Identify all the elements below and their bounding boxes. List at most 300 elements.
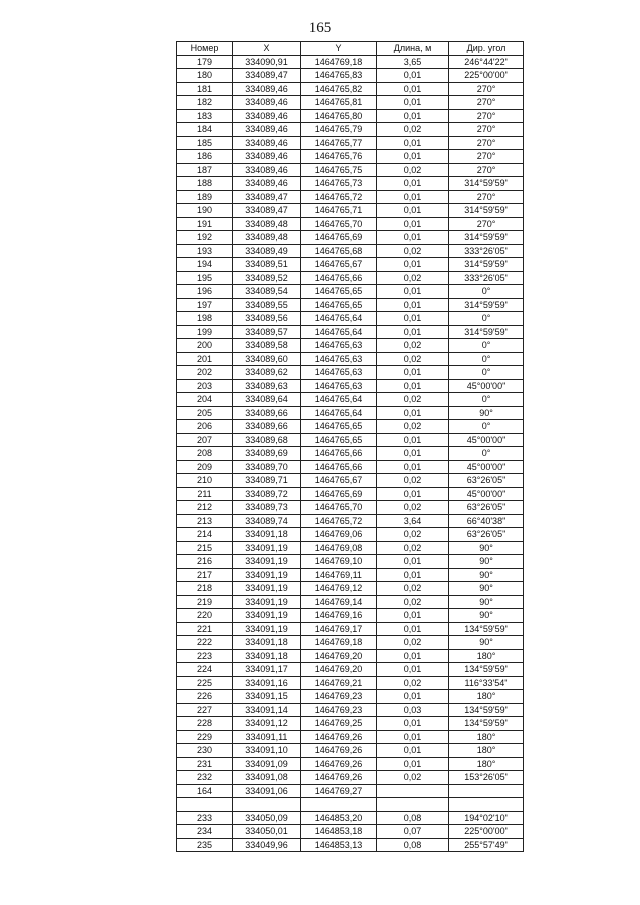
cell-x: 334089,64 — [233, 393, 301, 407]
cell-direction-angle: 333°26'05" — [449, 244, 524, 258]
cell-length: 0,02 — [377, 582, 449, 596]
cell-length: 0,02 — [377, 541, 449, 555]
cell-direction-angle: 270° — [449, 82, 524, 96]
table-row — [177, 811, 524, 825]
cell-number: 201 — [177, 352, 233, 366]
table-row — [177, 339, 524, 353]
cell-direction-angle: 153°26'05" — [449, 771, 524, 785]
cell-number: 219 — [177, 595, 233, 609]
cell-direction-angle: 134°59'59" — [449, 703, 524, 717]
cell-x: 334089,46 — [233, 109, 301, 123]
cell-x: 334089,57 — [233, 325, 301, 339]
cell-length: 0,01 — [377, 609, 449, 623]
table-row — [177, 649, 524, 663]
table-row — [177, 757, 524, 771]
table-row — [177, 460, 524, 474]
cell-direction-angle: 90° — [449, 636, 524, 650]
cell-y: 1464765,64 — [301, 325, 377, 339]
cell-x: 334089,46 — [233, 177, 301, 191]
cell-number: 217 — [177, 568, 233, 582]
cell-x: 334089,48 — [233, 231, 301, 245]
cell-direction-angle: 45°00'00" — [449, 487, 524, 501]
cell-direction-angle: 194°02'10" — [449, 811, 524, 825]
cell-y: 1464769,17 — [301, 622, 377, 636]
cell-direction-angle: 45°00'00" — [449, 460, 524, 474]
cell-length: 0,01 — [377, 379, 449, 393]
header-direction-angle: Дир. угол — [449, 42, 524, 56]
cell-number: 224 — [177, 663, 233, 677]
cell-x: 334091,17 — [233, 663, 301, 677]
cell-direction-angle: 0° — [449, 447, 524, 461]
cell-x: 334091,19 — [233, 595, 301, 609]
cell-y: 1464769,20 — [301, 663, 377, 677]
cell-x: 334089,48 — [233, 217, 301, 231]
cell-number: 189 — [177, 190, 233, 204]
cell-x: 334091,19 — [233, 568, 301, 582]
cell-y: 1464765,81 — [301, 96, 377, 110]
cell-y: 1464765,69 — [301, 487, 377, 501]
cell-length: 0,02 — [377, 771, 449, 785]
cell-direction-angle: 314°59'59" — [449, 204, 524, 218]
table-row — [177, 177, 524, 191]
cell-x: 334089,60 — [233, 352, 301, 366]
cell-number: 213 — [177, 514, 233, 528]
cell-x: 334089,62 — [233, 366, 301, 380]
cell-x: 334089,46 — [233, 136, 301, 150]
cell-length: 0,01 — [377, 82, 449, 96]
cell-direction-angle: 180° — [449, 757, 524, 771]
table-row — [177, 150, 524, 164]
cell-length: 0,02 — [377, 474, 449, 488]
cell-length: 0,02 — [377, 352, 449, 366]
cell-length: 0,01 — [377, 622, 449, 636]
cell-y: 1464765,65 — [301, 298, 377, 312]
table-row — [177, 555, 524, 569]
cell-direction-angle: 66°40'38" — [449, 514, 524, 528]
cell-y: 1464765,65 — [301, 433, 377, 447]
cell-direction-angle: 180° — [449, 730, 524, 744]
cell-y: 1464769,14 — [301, 595, 377, 609]
cell-number — [177, 798, 233, 812]
cell-number: 180 — [177, 69, 233, 83]
cell-y: 1464769,26 — [301, 730, 377, 744]
cell-x: 334089,66 — [233, 420, 301, 434]
cell-length: 0,01 — [377, 325, 449, 339]
cell-direction-angle: 0° — [449, 393, 524, 407]
cell-x: 334089,49 — [233, 244, 301, 258]
cell-direction-angle: 314°59'59" — [449, 258, 524, 272]
table-row — [177, 379, 524, 393]
cell-number: 192 — [177, 231, 233, 245]
cell-number: 222 — [177, 636, 233, 650]
cell-length: 0,01 — [377, 204, 449, 218]
table-row — [177, 690, 524, 704]
cell-direction-angle: 0° — [449, 420, 524, 434]
cell-x: 334089,47 — [233, 190, 301, 204]
cell-number: 225 — [177, 676, 233, 690]
header-y: Y — [301, 42, 377, 56]
cell-y: 1464769,26 — [301, 744, 377, 758]
cell-x: 334091,09 — [233, 757, 301, 771]
table-row — [177, 663, 524, 677]
cell-number: 218 — [177, 582, 233, 596]
table-row — [177, 136, 524, 150]
cell-number: 226 — [177, 690, 233, 704]
cell-x: 334091,18 — [233, 649, 301, 663]
table-row — [177, 204, 524, 218]
cell-y: 1464765,66 — [301, 271, 377, 285]
cell-length: 0,01 — [377, 663, 449, 677]
cell-direction-angle: 90° — [449, 582, 524, 596]
table-row — [177, 798, 524, 812]
cell-x: 334091,10 — [233, 744, 301, 758]
table-row — [177, 244, 524, 258]
cell-direction-angle: 63°26'05" — [449, 474, 524, 488]
cell-x: 334089,46 — [233, 163, 301, 177]
table-row — [177, 487, 524, 501]
cell-length: 0,01 — [377, 312, 449, 326]
cell-y: 1464765,63 — [301, 352, 377, 366]
table-row — [177, 595, 524, 609]
cell-length: 0,01 — [377, 568, 449, 582]
table-row — [177, 541, 524, 555]
cell-y: 1464765,67 — [301, 258, 377, 272]
table-row — [177, 676, 524, 690]
cell-length: 0,01 — [377, 285, 449, 299]
cell-y: 1464765,72 — [301, 190, 377, 204]
cell-y: 1464769,11 — [301, 568, 377, 582]
table-header-row — [177, 42, 524, 56]
cell-y: 1464765,65 — [301, 420, 377, 434]
cell-number: 193 — [177, 244, 233, 258]
cell-y: 1464769,18 — [301, 636, 377, 650]
cell-number: 208 — [177, 447, 233, 461]
cell-direction-angle: 314°59'59" — [449, 298, 524, 312]
table-row — [177, 271, 524, 285]
cell-direction-angle: 90° — [449, 568, 524, 582]
cell-length: 0,08 — [377, 838, 449, 852]
cell-number: 183 — [177, 109, 233, 123]
cell-y: 1464765,82 — [301, 82, 377, 96]
cell-length: 0,01 — [377, 649, 449, 663]
cell-x: 334050,09 — [233, 811, 301, 825]
cell-y: 1464769,16 — [301, 609, 377, 623]
table-row — [177, 325, 524, 339]
cell-direction-angle — [449, 798, 524, 812]
page-number: 165 — [308, 20, 332, 36]
table-row — [177, 582, 524, 596]
cell-number: 190 — [177, 204, 233, 218]
cell-direction-angle: 90° — [449, 595, 524, 609]
cell-y: 1464765,70 — [301, 501, 377, 515]
table-row — [177, 393, 524, 407]
cell-length: 0,01 — [377, 190, 449, 204]
cell-x: 334091,19 — [233, 622, 301, 636]
cell-direction-angle: 246°44'22" — [449, 55, 524, 69]
cell-x: 334089,69 — [233, 447, 301, 461]
cell-length: 0,02 — [377, 339, 449, 353]
cell-direction-angle: 180° — [449, 649, 524, 663]
cell-length: 0,08 — [377, 811, 449, 825]
cell-x: 334091,06 — [233, 784, 301, 798]
cell-direction-angle: 134°59'59" — [449, 717, 524, 731]
table-row — [177, 474, 524, 488]
cell-number: 235 — [177, 838, 233, 852]
cell-number: 182 — [177, 96, 233, 110]
cell-x — [233, 798, 301, 812]
cell-length: 3,65 — [377, 55, 449, 69]
cell-number: 179 — [177, 55, 233, 69]
cell-x: 334089,63 — [233, 379, 301, 393]
cell-length: 0,03 — [377, 703, 449, 717]
cell-y: 1464853,20 — [301, 811, 377, 825]
cell-y: 1464765,71 — [301, 204, 377, 218]
cell-x: 334091,19 — [233, 582, 301, 596]
cell-number: 223 — [177, 649, 233, 663]
table-row — [177, 622, 524, 636]
cell-length: 0,01 — [377, 690, 449, 704]
cell-length: 0,02 — [377, 420, 449, 434]
cell-number: 187 — [177, 163, 233, 177]
table-row — [177, 636, 524, 650]
cell-length: 0,01 — [377, 109, 449, 123]
table-row — [177, 406, 524, 420]
cell-number: 199 — [177, 325, 233, 339]
cell-number: 196 — [177, 285, 233, 299]
cell-x: 334091,19 — [233, 541, 301, 555]
cell-y: 1464765,64 — [301, 393, 377, 407]
cell-number: 216 — [177, 555, 233, 569]
cell-x: 334089,70 — [233, 460, 301, 474]
cell-x: 334089,71 — [233, 474, 301, 488]
cell-number: 214 — [177, 528, 233, 542]
cell-y: 1464769,06 — [301, 528, 377, 542]
cell-x: 334089,74 — [233, 514, 301, 528]
cell-x: 334091,19 — [233, 555, 301, 569]
cell-direction-angle: 270° — [449, 136, 524, 150]
cell-x: 334089,55 — [233, 298, 301, 312]
cell-number: 191 — [177, 217, 233, 231]
cell-length: 0,01 — [377, 298, 449, 312]
table-row — [177, 420, 524, 434]
table-row — [177, 366, 524, 380]
cell-length: 0,01 — [377, 460, 449, 474]
table-row — [177, 784, 524, 798]
cell-number: 205 — [177, 406, 233, 420]
cell-direction-angle: 0° — [449, 352, 524, 366]
cell-direction-angle: 180° — [449, 744, 524, 758]
table-row — [177, 514, 524, 528]
table-row — [177, 217, 524, 231]
cell-direction-angle: 134°59'59" — [449, 663, 524, 677]
cell-length: 0,01 — [377, 96, 449, 110]
cell-direction-angle: 90° — [449, 609, 524, 623]
cell-y: 1464769,12 — [301, 582, 377, 596]
table-row — [177, 163, 524, 177]
cell-y: 1464765,73 — [301, 177, 377, 191]
header-number: Номер — [177, 42, 233, 56]
table-row — [177, 568, 524, 582]
cell-y: 1464765,63 — [301, 339, 377, 353]
cell-number: 220 — [177, 609, 233, 623]
cell-x: 334089,52 — [233, 271, 301, 285]
cell-x: 334091,11 — [233, 730, 301, 744]
cell-x: 334091,08 — [233, 771, 301, 785]
cell-number: 209 — [177, 460, 233, 474]
cell-length: 0,01 — [377, 717, 449, 731]
table-row — [177, 69, 524, 83]
cell-length: 0,01 — [377, 231, 449, 245]
cell-direction-angle: 90° — [449, 541, 524, 555]
table-row — [177, 744, 524, 758]
cell-y: 1464853,13 — [301, 838, 377, 852]
cell-length: 0,01 — [377, 555, 449, 569]
cell-number: 233 — [177, 811, 233, 825]
table-row — [177, 96, 524, 110]
cell-direction-angle: 255°57'49" — [449, 838, 524, 852]
cell-length: 0,01 — [377, 730, 449, 744]
cell-number: 231 — [177, 757, 233, 771]
cell-direction-angle: 270° — [449, 96, 524, 110]
cell-direction-angle: 0° — [449, 285, 524, 299]
cell-number: 215 — [177, 541, 233, 555]
cell-number: 204 — [177, 393, 233, 407]
cell-direction-angle: 225°00'00" — [449, 69, 524, 83]
cell-number: 211 — [177, 487, 233, 501]
cell-y: 1464765,66 — [301, 447, 377, 461]
cell-x: 334091,18 — [233, 528, 301, 542]
cell-length: 0,01 — [377, 447, 449, 461]
cell-length — [377, 784, 449, 798]
table-row — [177, 352, 524, 366]
table-row — [177, 447, 524, 461]
cell-y: 1464765,75 — [301, 163, 377, 177]
cell-length: 0,01 — [377, 406, 449, 420]
cell-x: 334091,15 — [233, 690, 301, 704]
cell-x: 334089,47 — [233, 69, 301, 83]
cell-number: 200 — [177, 339, 233, 353]
cell-number: 188 — [177, 177, 233, 191]
cell-y: 1464765,65 — [301, 285, 377, 299]
cell-y: 1464769,10 — [301, 555, 377, 569]
cell-y: 1464765,64 — [301, 406, 377, 420]
cell-length: 0,01 — [377, 744, 449, 758]
cell-number: 207 — [177, 433, 233, 447]
table-row — [177, 190, 524, 204]
cell-direction-angle: 270° — [449, 163, 524, 177]
cell-direction-angle: 225°00'00" — [449, 825, 524, 839]
cell-y: 1464765,83 — [301, 69, 377, 83]
cell-direction-angle: 45°00'00" — [449, 379, 524, 393]
cell-direction-angle: 333°26'05" — [449, 271, 524, 285]
cell-number: 164 — [177, 784, 233, 798]
cell-number: 206 — [177, 420, 233, 434]
cell-x: 334089,47 — [233, 204, 301, 218]
header-x: X — [233, 42, 301, 56]
table-row — [177, 609, 524, 623]
cell-number: 186 — [177, 150, 233, 164]
cell-y: 1464765,79 — [301, 123, 377, 137]
cell-number: 212 — [177, 501, 233, 515]
table-row — [177, 501, 524, 515]
cell-x: 334089,51 — [233, 258, 301, 272]
table-row — [177, 123, 524, 137]
cell-direction-angle: 90° — [449, 555, 524, 569]
cell-x: 334091,14 — [233, 703, 301, 717]
cell-length: 0,07 — [377, 825, 449, 839]
cell-direction-angle: 63°26'05" — [449, 501, 524, 515]
cell-length: 0,02 — [377, 163, 449, 177]
cell-length: 0,02 — [377, 528, 449, 542]
cell-y: 1464769,26 — [301, 757, 377, 771]
cell-x: 334089,58 — [233, 339, 301, 353]
cell-direction-angle: 270° — [449, 109, 524, 123]
cell-number: 210 — [177, 474, 233, 488]
cell-number: 195 — [177, 271, 233, 285]
cell-length: 3,64 — [377, 514, 449, 528]
cell-number: 230 — [177, 744, 233, 758]
table-row — [177, 298, 524, 312]
table-row — [177, 258, 524, 272]
table-row — [177, 82, 524, 96]
cell-length: 0,01 — [377, 69, 449, 83]
cell-length: 0,02 — [377, 595, 449, 609]
cell-x: 334089,46 — [233, 96, 301, 110]
cell-direction-angle: 0° — [449, 312, 524, 326]
cell-length — [377, 798, 449, 812]
cell-y: 1464769,08 — [301, 541, 377, 555]
cell-direction-angle: 134°59'59" — [449, 622, 524, 636]
cell-x: 334089,46 — [233, 123, 301, 137]
cell-x: 334089,68 — [233, 433, 301, 447]
cell-length: 0,01 — [377, 366, 449, 380]
cell-x: 334089,73 — [233, 501, 301, 515]
table-row — [177, 703, 524, 717]
table-row — [177, 55, 524, 69]
cell-y: 1464769,27 — [301, 784, 377, 798]
cell-x: 334089,54 — [233, 285, 301, 299]
table-row — [177, 825, 524, 839]
cell-direction-angle: 270° — [449, 190, 524, 204]
cell-direction-angle: 0° — [449, 339, 524, 353]
cell-number: 197 — [177, 298, 233, 312]
header-length: Длина, м — [377, 42, 449, 56]
cell-length: 0,01 — [377, 487, 449, 501]
cell-y: 1464765,72 — [301, 514, 377, 528]
cell-y: 1464765,80 — [301, 109, 377, 123]
cell-y: 1464765,64 — [301, 312, 377, 326]
cell-x: 334050,01 — [233, 825, 301, 839]
cell-y: 1464769,18 — [301, 55, 377, 69]
table-row — [177, 231, 524, 245]
cell-x: 334091,18 — [233, 636, 301, 650]
cell-direction-angle: 180° — [449, 690, 524, 704]
cell-x: 334089,46 — [233, 82, 301, 96]
cell-direction-angle: 270° — [449, 123, 524, 137]
cell-direction-angle — [449, 784, 524, 798]
table-row — [177, 285, 524, 299]
cell-length: 0,02 — [377, 393, 449, 407]
cell-length: 0,01 — [377, 177, 449, 191]
table-row — [177, 433, 524, 447]
table-row — [177, 730, 524, 744]
cell-direction-angle: 270° — [449, 217, 524, 231]
cell-direction-angle: 63°26'05" — [449, 528, 524, 542]
cell-number: 194 — [177, 258, 233, 272]
cell-y: 1464769,20 — [301, 649, 377, 663]
cell-length: 0,02 — [377, 501, 449, 515]
cell-number: 203 — [177, 379, 233, 393]
